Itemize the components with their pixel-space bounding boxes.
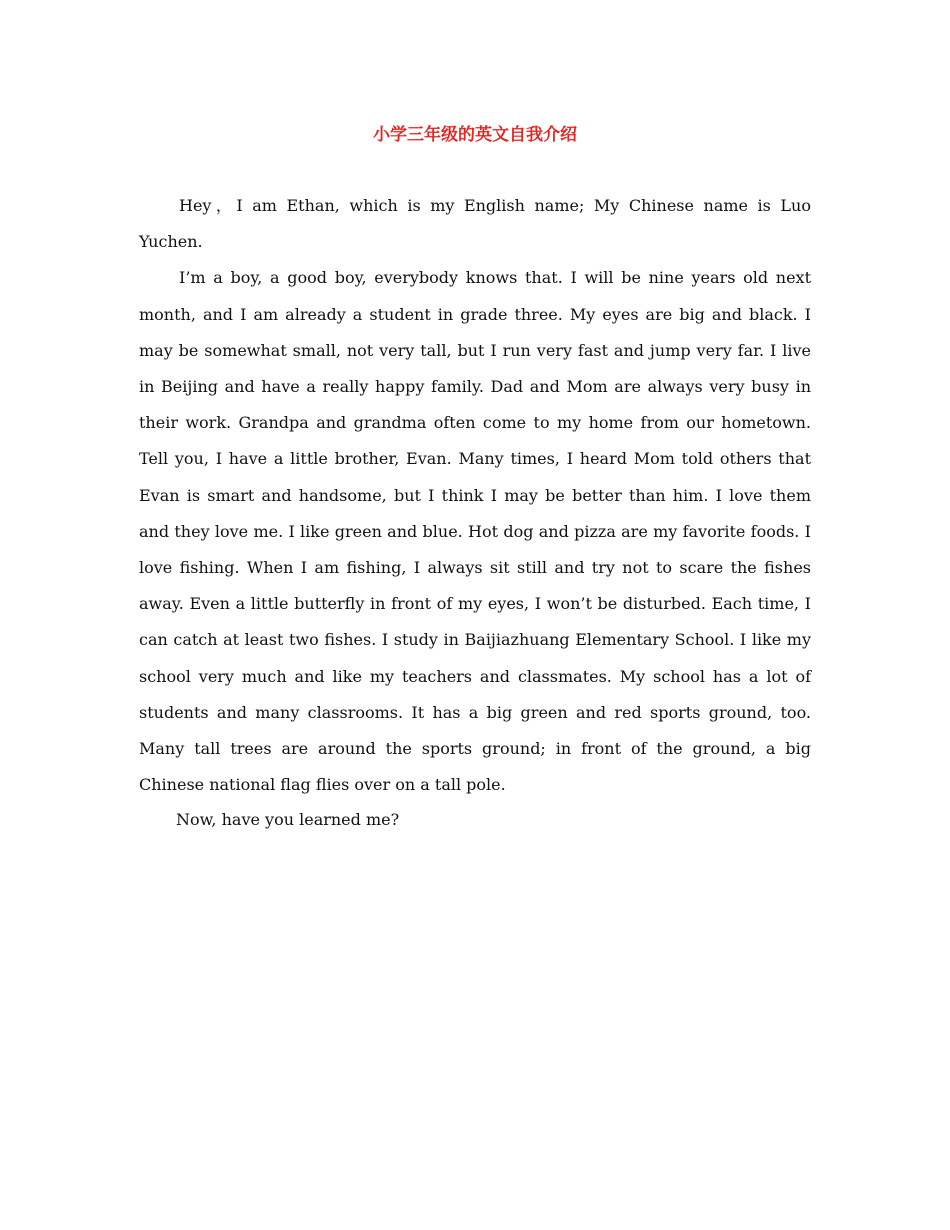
paragraph-intro: Hey，I am Ethan, which is my English name; My Chinese name is Luo Yuchen.	[139, 196, 811, 252]
paragraph-main: I’m a boy, a good boy, everybody knows that. I will be nine years old next month, and I am already a student in grade three. My eyes are big and black. I may be somewhat small, not very tall, but I run very fast and jump very far. I live in Beijing and have a really happy family. Dad and Mom are always very busy in their work. Grandpa and grandma often come to my home from our hometown. Tell you, I have a little brother, Evan. Many times, I heard Mom told others that Evan is smart and handsome, but I think I may be better than him. I love them and they love me. I like green and blue. Hot dog and pizza are my favorite foods. I love fishing. When I am fishing, I always sit still and try not to scare the fishes away. Even a little butterfly in front of my eyes, I won’t be disturbed. Each time, I can catch at least two fishes. I study in Baijiazhuang Elementary School. I like my school very much and like my teachers and classmates. My school has a lot of students and many classrooms. It has a big green and red sports ground, too. Many tall trees are around the sports ground; in front of the ground, a big Chinese national flag flies over on a tall pole.	[139, 268, 811, 795]
document-body	[139, 188, 811, 835]
paragraph-closing: Now, have you learned me?	[176, 810, 400, 830]
document-title: 小学三年级的英文自我介绍	[373, 125, 577, 145]
